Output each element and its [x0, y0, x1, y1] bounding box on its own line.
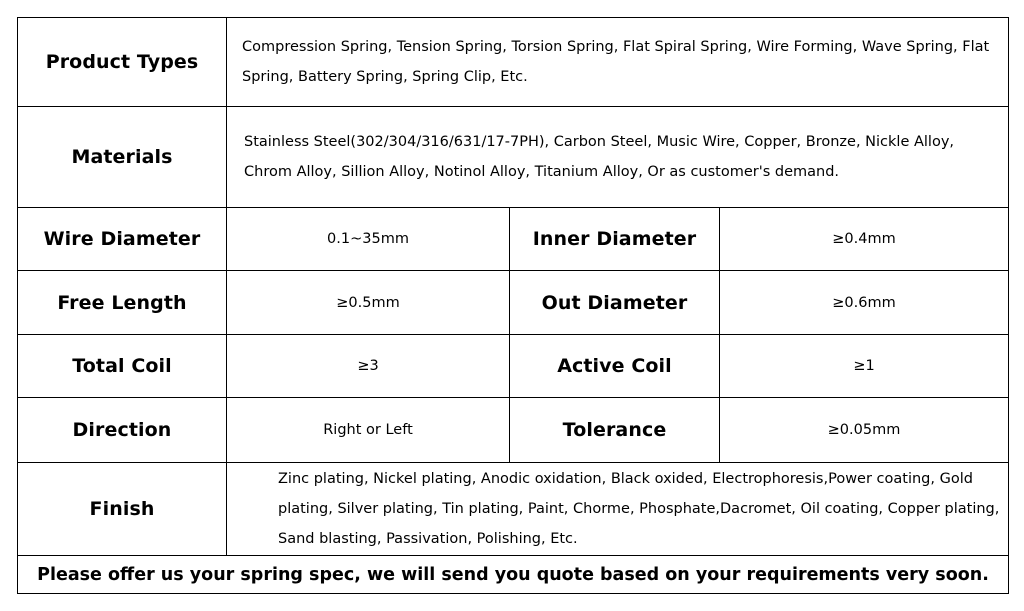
- finish-label: Finish: [18, 463, 227, 556]
- free-length-value: ≥0.5mm: [227, 271, 510, 335]
- inner-diameter-value: ≥0.4mm: [720, 208, 1009, 271]
- active-coil-value: ≥1: [720, 335, 1009, 398]
- direction-value: Right or Left: [227, 398, 510, 463]
- tolerance-value: ≥0.05mm: [720, 398, 1009, 463]
- total-coil-label: Total Coil: [18, 335, 227, 398]
- row-product-types: [18, 18, 1009, 107]
- out-diameter-label: Out Diameter: [510, 271, 720, 335]
- spring-spec-table: [17, 17, 1009, 594]
- row-footer: [18, 556, 1009, 594]
- free-length-label: Free Length: [18, 271, 227, 335]
- materials-value: Stainless Steel(302/304/316/631/17-7PH), Carbon Steel, Music Wire, Copper, Bronze, Nickle Alloy, Chrom Alloy, Sillion Alloy, Notinol Alloy, Titanium Alloy, Or as customer's demand.: [227, 107, 1009, 208]
- total-coil-value: ≥3: [227, 335, 510, 398]
- product-types-label: Product Types: [18, 18, 227, 107]
- active-coil-label: Active Coil: [510, 335, 720, 398]
- wire-diameter-value: 0.1~35mm: [227, 208, 510, 271]
- inner-diameter-label: Inner Diameter: [510, 208, 720, 271]
- row-total-active-coil: [18, 335, 1009, 398]
- out-diameter-value: ≥0.6mm: [720, 271, 1009, 335]
- row-wire-inner-diameter: [18, 208, 1009, 271]
- row-materials: [18, 107, 1009, 208]
- product-types-value: Compression Spring, Tension Spring, Torsion Spring, Flat Spiral Spring, Wire Forming, Wave Spring, Flat Spring, Battery Spring, Spring Clip, Etc.: [227, 18, 1009, 107]
- row-direction-tolerance: [18, 398, 1009, 463]
- footer-note: Please offer us your spring spec, we will send you quote based on your requirements very soon.: [18, 556, 1009, 594]
- direction-label: Direction: [18, 398, 227, 463]
- row-free-length-out-diameter: [18, 271, 1009, 335]
- materials-label: Materials: [18, 107, 227, 208]
- row-finish: [18, 463, 1009, 556]
- wire-diameter-label: Wire Diameter: [18, 208, 227, 271]
- tolerance-label: Tolerance: [510, 398, 720, 463]
- finish-value: Zinc plating, Nickel plating, Anodic oxidation, Black oxided, Electrophoresis,Power coating, Gold plating, Silver plating, Tin plating, Paint, Chorme, Phosphate,Dacromet, Oil coating, Copper plating, Sand blasting, Passivation, Polishing, Etc.: [227, 463, 1009, 556]
